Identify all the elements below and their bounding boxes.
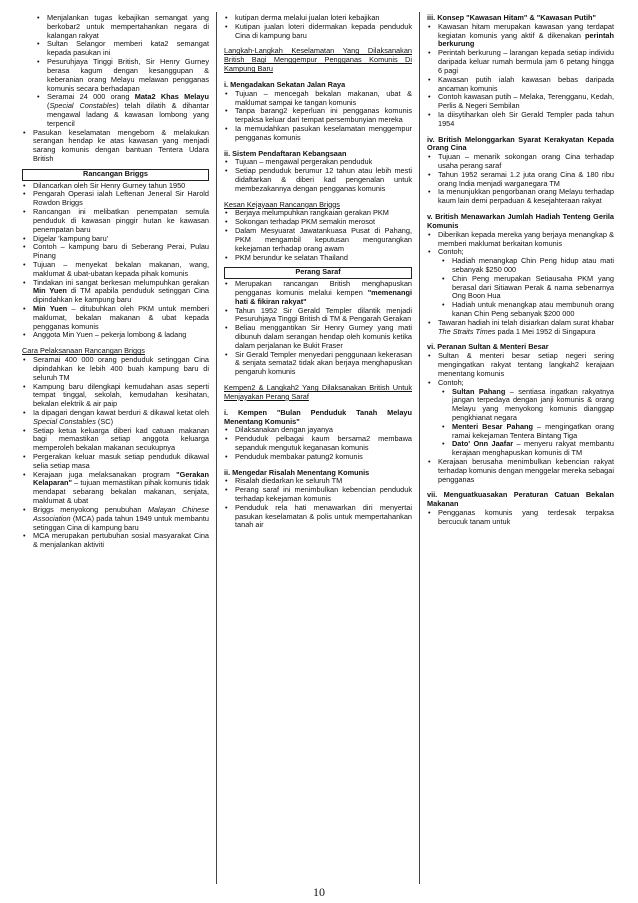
sec-vii-list <box>427 509 614 527</box>
bold-term: Min Yuen <box>33 304 68 313</box>
list-item: • Contoh – kampung baru di Seberang Perai, Pulau Pinang <box>22 243 209 261</box>
text-run: Ia dipagari dengan kawat berduri & dikawal ketat oleh <box>33 407 209 417</box>
text-run: Kawasan hitam merupakan kawasan yang terdapat kegiatan komunis yang aktif & dikenakan <box>438 21 614 40</box>
list-item: • Setiap ketua keluarga diberi kad catuan makanan bagi memastikan setiap anggota keluarga memperoleh bekalan makanan secukupnya <box>22 427 209 453</box>
list-item: • Menjalankan tugas kebajikan semangat yang berkobar2 untuk mempertahankan negara di kalangan rakyat <box>22 14 209 40</box>
sec-i-list <box>224 90 412 143</box>
list-item: • Seramai 400 000 orang penduduk setinggan Cina dipindahkan ke lebih 400 buah kampung baru di seluruh TM <box>22 356 209 382</box>
kesan-list <box>224 209 412 262</box>
list-item: • Tujuan – mencegah bekalan makanan, ubat & maklumat sampai ke tangan komunis <box>224 90 412 108</box>
column-1 <box>22 14 209 550</box>
cara-list <box>22 356 209 550</box>
list-item: • Setiap penduduk berumur 12 tahun atau lebih mesti didaftarkan & diberi kad pengenalan untuk membezakannya dengan pengganas komunis <box>224 167 412 193</box>
italic-term: Special Constables <box>49 101 117 111</box>
text-run: – ditubuhkan oleh PKM untuk memberi maklumat, bekalan makanan & ubat kepada pengganas komunis <box>33 304 209 331</box>
list-item: • PKM berundur ke selatan Thailand <box>224 254 412 263</box>
bold-term: perintah berkurung <box>438 30 614 49</box>
list-item <box>22 506 209 532</box>
list-item: • Berjaya melumpuhkan rangkaian gerakan PKM <box>224 209 412 218</box>
list-item: • Perang saraf ini menimbulkan kebencian penduduk terhadap kekejaman komunis <box>224 486 412 504</box>
subsection-heading: i. Kempen "Bulan Penduduk Tanah Melayu Menentang Komunis" <box>224 407 412 426</box>
list-item <box>22 305 209 331</box>
list-item <box>22 93 209 128</box>
subsection-heading: vii. Menguatkuasakan Peraturan Catuan Bekalan Makanan <box>427 490 614 509</box>
list-item: • Contoh kawasan putih – Melaka, Terengganu, Kedah, Perlis & Negeri Sembilan <box>427 93 614 111</box>
list-item: • Ia memudahkan pasukan keselamatan menggempur pengganas komunis <box>224 125 412 143</box>
list-item: • Sultan & menteri besar setiap negeri sering mengingatkan rakyat tentang langkah2 kerajaan menentang komunis <box>427 352 614 378</box>
bold-term: Dato' Onn Jaafar <box>452 439 514 449</box>
list-item: • Penduduk rela hati menawarkan diri menyertai pasukan keselamatan & polis untuk mempertahankan tanah air <box>224 504 412 530</box>
list-item: • Dilancarkan oleh Sir Henry Gurney tahun 1950 <box>22 182 209 191</box>
section-box-title: Perang Saraf <box>224 267 412 279</box>
text-run: Merupakan rancangan British menghapuskan pengganas komunis melalui kempen <box>235 279 412 297</box>
bold-term: Mata2 Khas Melayu <box>134 92 209 102</box>
list-item <box>22 471 209 506</box>
list-item: • Pergerakan keluar masuk setiap penduduk dikawal selia setiap masa <box>22 453 209 471</box>
bold-term: "memenangi hati & fikiran rakyat" <box>235 287 412 306</box>
column-divider <box>419 12 420 884</box>
list-item: • Risalah diedarkan ke seluruh TM <box>224 477 412 486</box>
sub-list-item: • Hadiah untuk menangkap atau membunuh orang kanan Chin Peng sebanyak $200 000 <box>427 301 614 319</box>
list-item: • Tujuan – menarik sokongan orang Cina terhadap usaha perang saraf <box>427 153 614 171</box>
list-item: • Penduduk membakar patung2 komunis <box>224 453 412 462</box>
text-run: Briggs menyokong penubuhan <box>33 504 148 514</box>
subsection-heading: iii. Konsep "Kawasan Hitam" & "Kawasan Putih" <box>427 13 596 22</box>
list-item: • Contoh; <box>427 379 614 388</box>
list-item <box>22 279 209 305</box>
sub-list-item: • Chin Peng merupakan Setiausaha PKM yang berasal dari Sitiawan Perak & nama sebenarnya Ong Boon Hua <box>427 275 614 301</box>
list-item: • Penduduk pelbagai kaum bersama2 membawa sepanduk mengutuk keganasan komunis <box>224 435 412 453</box>
text-run: di TM apabila penduduk setinggan Cina dipindahkan ke kampung baru <box>33 286 210 305</box>
bold-term: "Gerakan Kelaparan" <box>33 469 209 488</box>
list-item: • Kerajaan berusaha menimbulkan kebencian rakyat terhadap komunis dengan menggelar mereka sebagai pengganas <box>427 458 614 484</box>
list-item: • Anggota Min Yuen – pekerja lombong & ladang <box>22 331 209 340</box>
column-2 <box>224 14 412 530</box>
text-run: – mengingatkan orang ramai kekejaman Tentera Bintang Tiga <box>452 421 614 440</box>
list-item: • Tahun 1952 seramai 1.2 juta orang Cina & 180 ribu orang India menjadi warganegara TM <box>427 171 614 189</box>
text-run: pada 1 Mei 1952 di Singapura <box>495 326 596 336</box>
list-item: • Contoh; <box>427 248 614 257</box>
italic-term: The Straits Times <box>438 326 496 336</box>
top-list <box>224 14 412 40</box>
sub-list-item: • Hadiah menangkap Chin Peng hidup atau mati sebanyak $250 000 <box>427 257 614 275</box>
italic-term: Special Constables <box>33 416 96 426</box>
column-divider <box>216 12 217 884</box>
list-item: • MCA merupakan pertubuhan sosial masyarakat Cina & menjalankan aktiviti <box>22 532 209 550</box>
list-item <box>427 319 614 337</box>
text-run: Tawaran hadiah ini telah disiarkan dalam surat khabar <box>438 317 614 327</box>
text-run: Tindakan ini sangat berkesan melumpuhkan gerakan <box>33 277 209 287</box>
text-run: Kerajaan juga melaksanakan program <box>33 469 177 479</box>
intro-list <box>22 14 209 164</box>
italic-term: Malayan Chinese Association <box>33 504 209 523</box>
subsection-heading: vi. Peranan Sultan & Menteri Besar <box>427 342 549 352</box>
text-run: ( <box>47 101 50 111</box>
sub-list-item <box>427 388 614 423</box>
list-item: • Kawasan putih ialah kawasan bebas daripada ancaman komunis <box>427 76 614 94</box>
page-number: 10 <box>313 885 325 899</box>
list-item: • Sokongan terhadap PKM semakin merosot <box>224 218 412 227</box>
list-item: • Dalam Mesyuarat Jawatankuasa Pusat di Pahang, PKM mengambil keputusan mengurangkan kekejaman terhadap orang awam <box>224 227 412 253</box>
list-item: • Pengganas komunis yang terdesak terpaksa bercucuk tanam untuk <box>427 509 614 527</box>
sec-iii-list <box>427 23 614 129</box>
section-heading: Kesan Kejayaan Rancangan Briggs <box>224 199 340 209</box>
list-item: • Diberikan kepada mereka yang berjaya menangkap & memberi maklumat berkaitan komunis <box>427 231 614 249</box>
subsection-heading: iv. British Melonggarkan Syarat Kerakyatan Kepada Orang Cina <box>427 134 614 153</box>
text-run: Seramai 24 000 orang <box>47 92 135 102</box>
list-item: • Pasukan keselamatan mengebom & melakukan serangan hendap ke atas kawasan yang menjadi sarang komunis dengan bantuan Tentera Udara British <box>22 129 209 164</box>
list-item: • Kutipan jualan loteri didermakan kepada penduduk Cina di kampung baru <box>224 23 412 41</box>
list-item: • Ia menunjukkan pengorbanan orang Melayu terhadap kaum lain demi perpaduan & kesejahteraan rakyat <box>427 188 614 206</box>
list-item: • Ia diisytiharkan oleh Sir Gerald Templer pada tahun 1954 <box>427 111 614 129</box>
list-item: • Beliau menggantikan Sir Henry Gurney yang mati dibunuh dalam serangan hendap oleh komunis ketika dalam perjalanan ke Bukit Fraser <box>224 324 412 350</box>
list-item: • Tanpa barang2 keperluan ini pengganas komunis terpaksa keluar dari tempat persembunyian mereka <box>224 107 412 125</box>
text-run: – tujuan memastikan pihak komunis tidak mendapat sebarang bekalan makanan, senjata, maklumat & ubat <box>33 478 209 506</box>
list-item: • Kampung baru dilengkapi kemudahan asas seperti tempat tinggal, sekolah, kemudahan kesihatan, bekalan elektrik & air paip <box>22 383 209 409</box>
subsection-heading: v. British Menawarkan Jumlah Hadiah Tenteng Gerila Komunis <box>427 212 614 230</box>
sec-vi-list <box>427 352 614 484</box>
list-item: • Perintah berkurung – larangan kepada setiap individu daripada keluar rumah bermula jam 6 petang hingga 6 pagi <box>427 49 614 75</box>
section-heading: Kempen2 & Langkah2 Yang Dilaksanakan British Untuk Menjayakan Perang Saraf <box>224 383 412 401</box>
subsection-heading: ii. Mengedar Risalah Menentang Komunis <box>224 467 370 477</box>
sub-list-item <box>427 440 614 458</box>
list-item: • Digelar 'kampung baru' <box>22 235 209 244</box>
bold-term: Min Yuen <box>33 286 67 296</box>
section-box-title: Rancangan Briggs <box>22 169 209 181</box>
list-item: • Pengarah Operasi ialah Leftenan Jeneral Sir Harold Rowdon Briggs <box>22 190 209 208</box>
subsection-heading: ii. Sistem Pendaftaran Kebangsaan <box>224 148 347 158</box>
column-3 <box>427 14 614 527</box>
bold-term: Sultan Pahang <box>452 386 506 396</box>
text-run: kutipan derma melalui jualan loteri kebajikan <box>235 13 380 22</box>
list-item <box>427 23 614 49</box>
bold-term: Menteri Besar Pahang <box>452 421 534 431</box>
list-item: • Sultan Selangor memberi kata2 semangat kepada pasukan ini <box>22 40 209 58</box>
sub-list-item <box>427 423 614 441</box>
sec-v-list <box>427 231 614 337</box>
text-run: – sentiasa ingatkan rakyatnya jangan terpedaya dengan janji komunis & orang Melayu yang menyokong komunis dianggap pengkhianat negara <box>452 386 615 422</box>
list-item <box>22 409 209 427</box>
list-item: • Rancangan ini melibatkan penempatan semula penduduk di kawasan pinggir hutan ke kawasan penempatan baru <box>22 208 209 234</box>
sec-iv-list <box>427 153 614 206</box>
text-run: ) telah dilatih & dihantar mengawal ladang & kawasan lombong yang terpencil <box>47 101 210 128</box>
list-item: • Pesuruhjaya Tinggi British, Sir Henry Gurney berasa kagum dengan kesanggupan & keberanian orang Melayu melawan pengganas komunis secara berhadapan <box>22 58 209 93</box>
section-heading: Langkah-Langkah Keselamatan Yang Dilaksanakan British Bagi Menggempur Pengganas Komunis Di Kampung Baru <box>224 46 412 74</box>
list-item <box>224 280 412 306</box>
text-run: – menyeru rakyat membantu kerajaan menghapuskan komunis di TM <box>452 439 614 458</box>
list-item: • Dilaksanakan dengan jayanya <box>224 426 412 435</box>
list-item: • Sir Gerald Templer menyedari penggunaan kekerasan & senjata semata2 tidak akan berjaya menghapuskan pengaruh komunis <box>224 351 412 377</box>
briggs-list <box>22 182 209 341</box>
list-item: • Tujuan – menyekat bekalan makanan, wang, maklumat & ubat-ubatan kepada pihak komunis <box>22 261 209 279</box>
saraf-list <box>224 280 412 377</box>
subsection-heading: i. Mengadakan Sekatan Jalan Raya <box>224 79 346 89</box>
list-item: • Tahun 1952 Sir Gerald Templer dilantik menjadi Pesuruhjaya Tinggi British di TM & Pengarah Gerakan <box>224 307 412 325</box>
text-run: (SC) <box>95 416 114 426</box>
section-heading: Cara Pelaksanaan Rancangan Briggs <box>22 346 145 356</box>
text-run: (MCA) pada tahun 1949 untuk membantu setinggan Cina di kampung baru <box>33 513 209 532</box>
sec-k-ii-list <box>224 477 412 530</box>
sec-k-i-list <box>224 426 412 461</box>
sec-ii-list <box>224 158 412 193</box>
list-item: • Tujuan – mengawal pergerakan penduduk <box>224 158 412 167</box>
